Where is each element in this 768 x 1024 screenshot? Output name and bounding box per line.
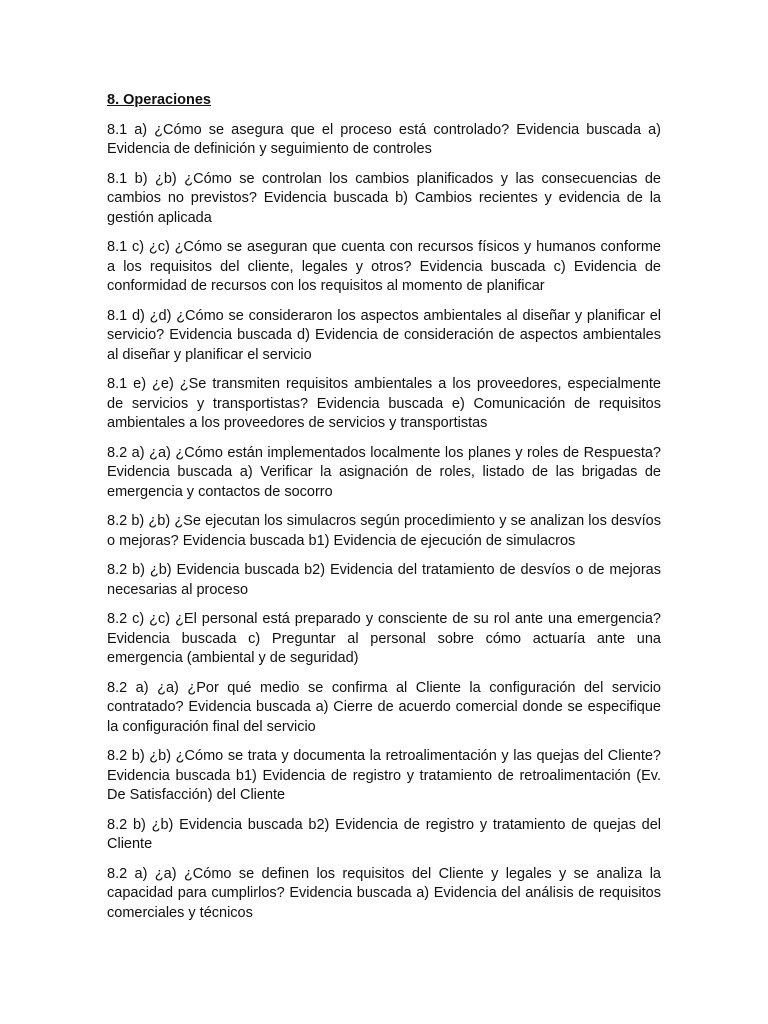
paragraph-8-1-d: 8.1 d) ¿d) ¿Cómo se consideraron los aspectos ambientales al diseñar y planificar el servicio? Evidencia buscada d) Evidencia de consideración de aspectos ambientales al diseñar y planificar el servicio xyxy=(107,307,661,363)
paragraph-8-1-a: 8.1 a) ¿Cómo se asegura que el proceso está controlado? Evidencia buscada a) Evidencia de definición y seguimiento de controles xyxy=(107,121,661,157)
paragraph-8-2-b2-desvios: 8.2 b) ¿b) Evidencia buscada b2) Evidencia del tratamiento de desvíos o de mejoras necesarias al proceso xyxy=(107,562,661,598)
paragraph-8-1-e: 8.1 e) ¿e) ¿Se transmiten requisitos ambientales a los proveedores, especialmente de servicios y transportistas? Evidencia buscada e) Comunicación de requisitos ambientales a los proveedores de servicios y transportistas xyxy=(107,376,661,431)
paragraph-8-2-b2-quejas: 8.2 b) ¿b) Evidencia buscada b2) Evidencia de registro y tratamiento de quejas del Cliente xyxy=(107,816,661,852)
paragraph-8-2-a-requisitos: 8.2 a) ¿a) ¿Cómo se definen los requisitos del Cliente y legales y se analiza la capacidad para cumplirlos? Evidencia buscada a) Evidencia del análisis de requisitos comerciales y técnicos xyxy=(107,865,661,921)
paragraph-8-2-c-personal: 8.2 c) ¿c) ¿El personal está preparado y consciente de su rol ante una emergencia? Evidencia buscada c) Preguntar al personal sobre cómo actuaría ante una emergencia (ambiental y de seguridad) xyxy=(107,611,661,666)
paragraph-8-2-a-roles: 8.2 a) ¿a) ¿Cómo están implementados localmente los planes y roles de Respuesta? Evidencia buscada a) Verificar la asignación de roles, listado de las brigadas de emergencia y contactos de socorro xyxy=(107,444,661,500)
paragraph-8-2-b1-retroalimentacion: 8.2 b) ¿b) ¿Cómo se trata y documenta la retroalimentación y las quejas del Cliente? Evidencia buscada b1) Evidencia de registro y tratamiento de retroalimentación (Ev. De Satisfacción) del Cliente xyxy=(107,748,661,803)
paragraph-8-1-c: 8.1 c) ¿c) ¿Cómo se aseguran que cuenta con recursos físicos y humanos conforme a los requisitos del cliente, legales y otros? Evidencia buscada c) Evidencia de conformidad de recursos con los requisitos al momento de planificar xyxy=(107,239,661,294)
paragraph-8-1-b: 8.1 b) ¿b) ¿Cómo se controlan los cambios planificados y las consecuencias de cambios no previstos? Evidencia buscada b) Cambios recientes y evidencia de la gestión aplicada xyxy=(107,170,661,226)
document-page xyxy=(107,91,661,933)
paragraph-8-2-b1-simulacros: 8.2 b) ¿b) ¿Se ejecutan los simulacros según procedimiento y se analizan los desvíos o mejoras? Evidencia buscada b1) Evidencia de ejecución de simulacros xyxy=(107,513,661,549)
paragraph-8-2-a-configuracion: 8.2 a) ¿a) ¿Por qué medio se confirma al Cliente la configuración del servicio contratado? Evidencia buscada a) Cierre de acuerdo comercial donde se especifique la configuración final del servicio xyxy=(107,679,661,735)
section-heading: 8. Operaciones xyxy=(107,92,211,108)
